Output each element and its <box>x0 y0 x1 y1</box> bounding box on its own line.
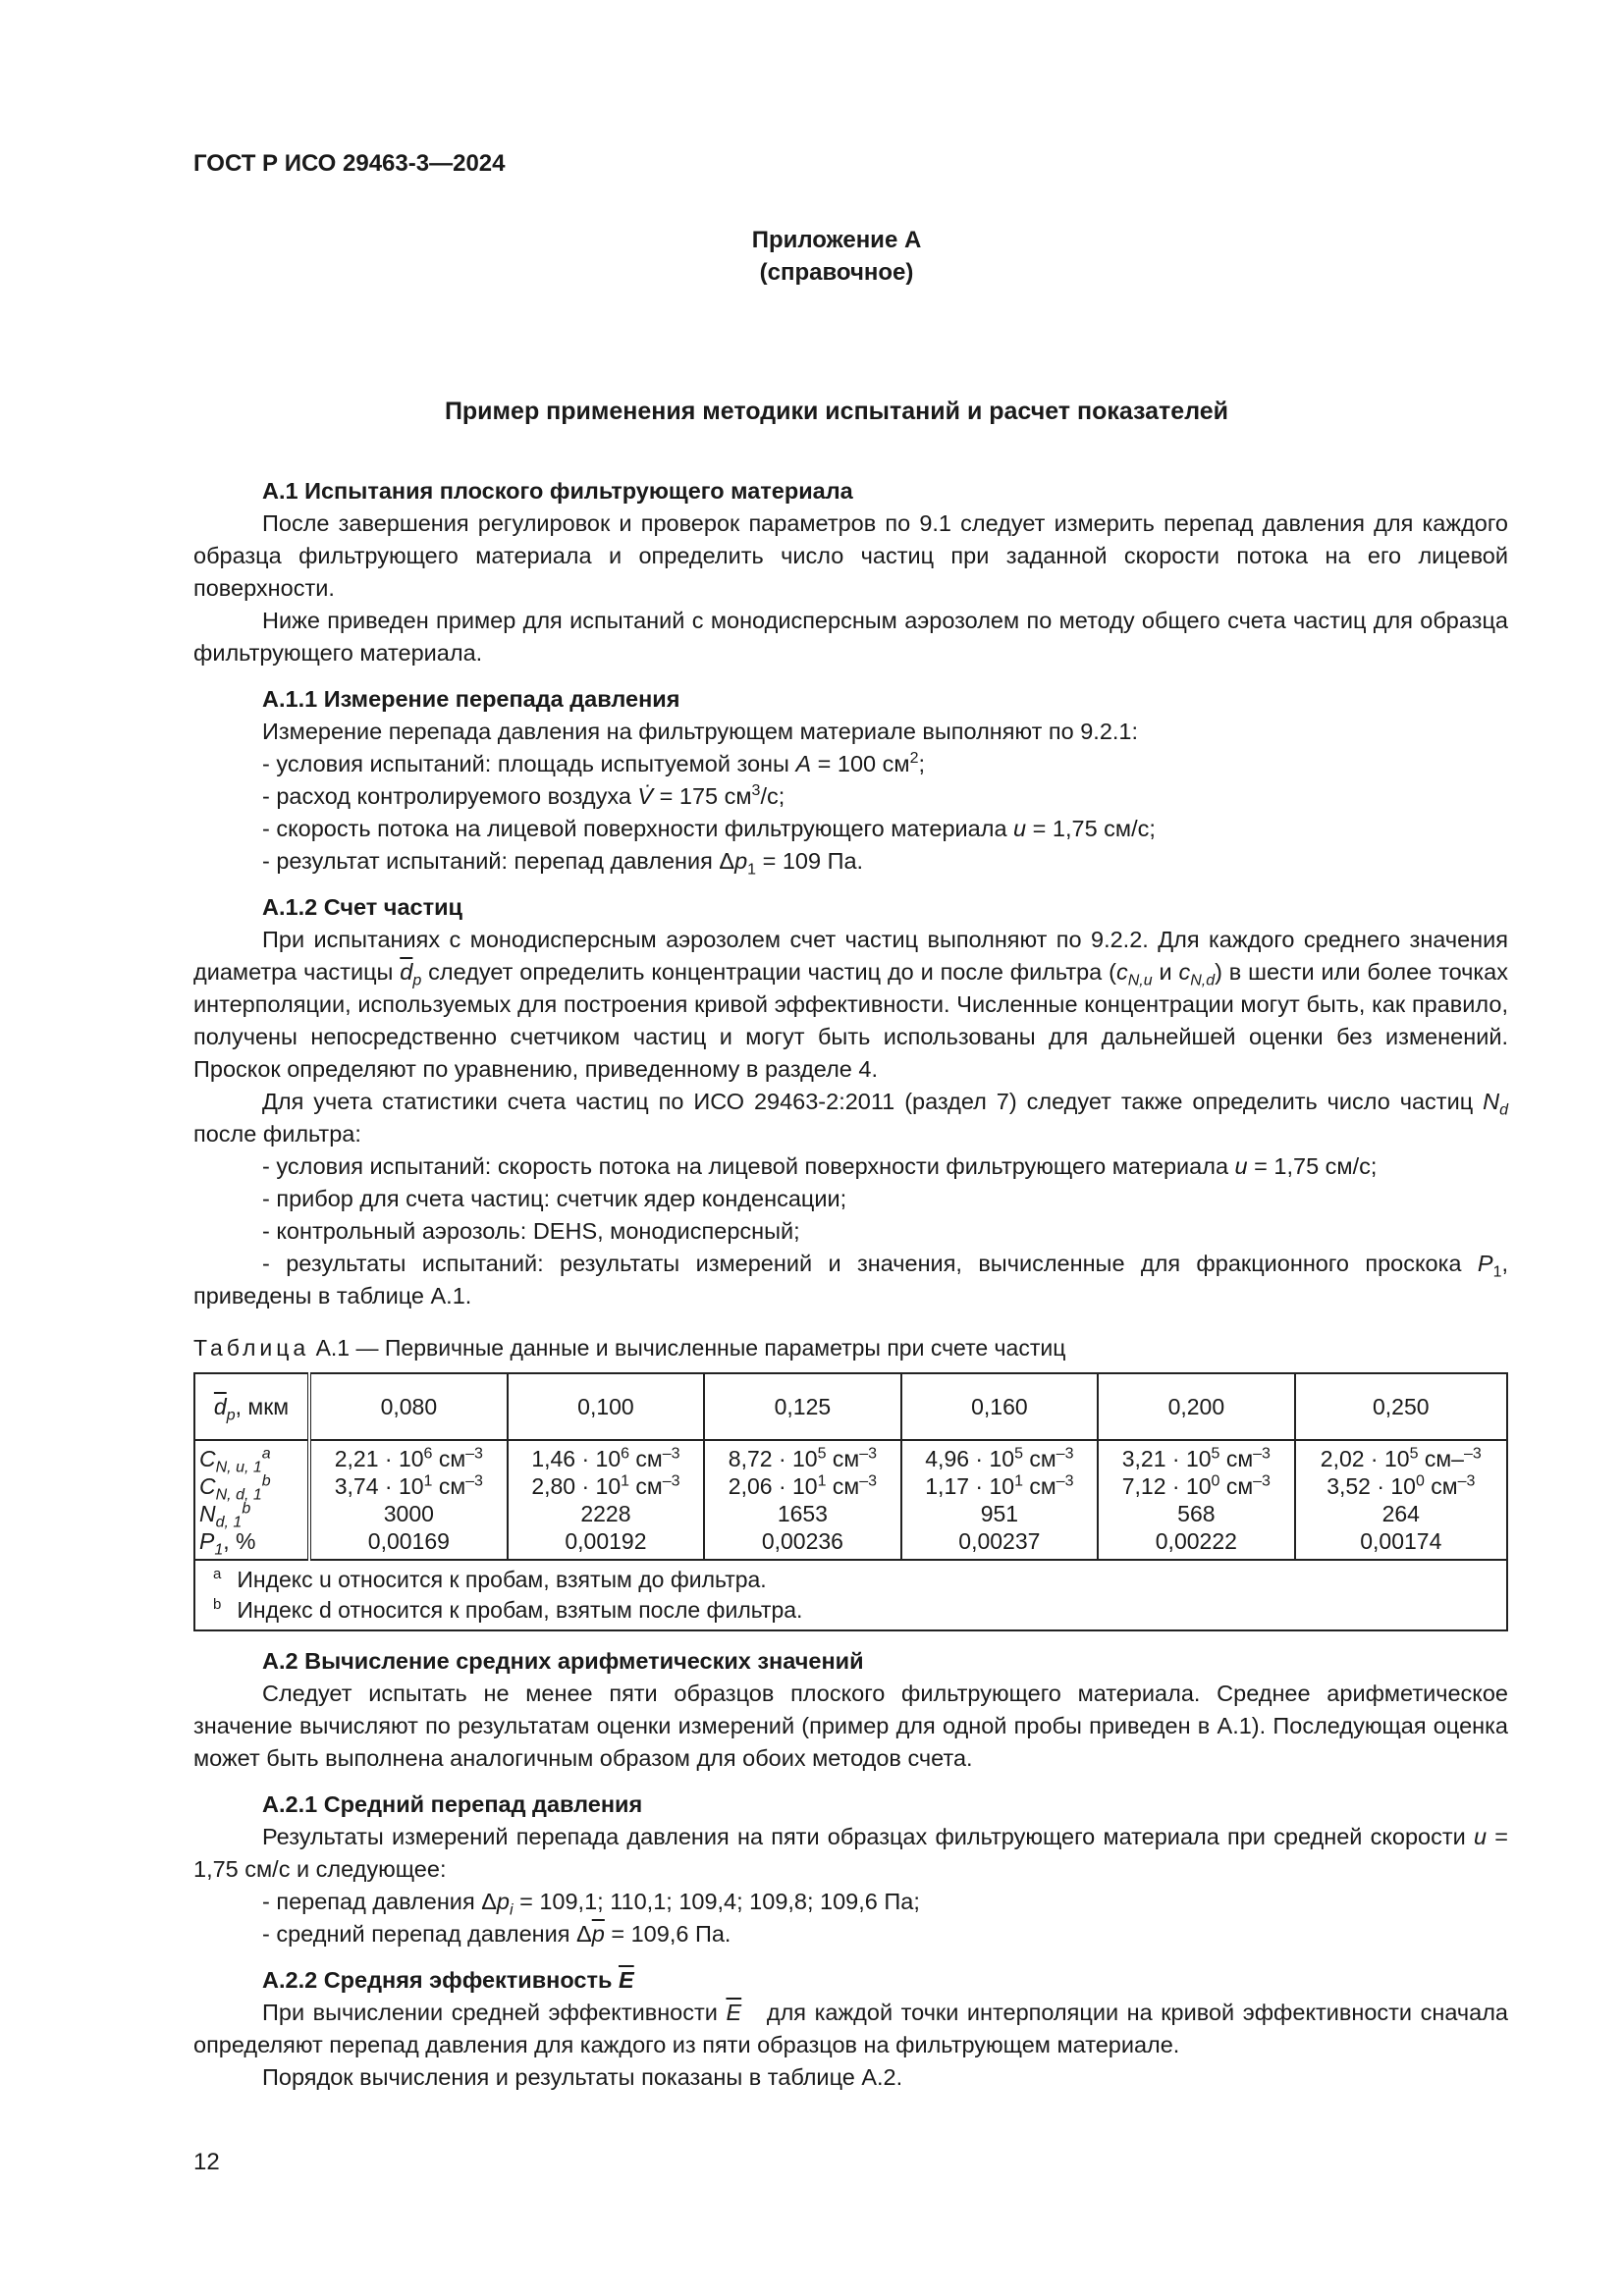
annex-subtitle: (справочное) <box>759 259 914 286</box>
table-cell: $8,72 \cdot 10^5$ $см^{-3}$ $2,06 \cdot 10^1$ $см^{-3}$ 1653 0,00236 <box>704 1440 900 1560</box>
document-body <box>193 475 1508 2094</box>
section-a22-paragraph: Порядок вычисления и результаты показаны в таблице А.2. <box>262 2064 903 2090</box>
bullet-item: - контрольный аэрозоль: DEHS, монодисперсный; <box>262 1218 800 1244</box>
footnote-b: $^b$ Индекс d относится к пробам, взятым после фильтра. <box>213 1596 803 1623</box>
section-a21-paragraph: Результаты измерений перепада давления на пяти образцах фильтрующего материала при средней скорости u = 1,75 см/с и следующее: <box>193 1824 1509 1882</box>
header-diameter: $\overline{d}_p$, мкм <box>194 1373 309 1440</box>
section-a22-heading: А.2.2 Средняя эффективность $\overline{E}$ <box>262 1967 634 1993</box>
bullet-item: - результат испытаний: перепад давления $\Delta p_1 = 109$ Па. <box>262 848 864 879</box>
table-header-row <box>194 1373 1507 1440</box>
header-cell: 0,160 <box>901 1373 1098 1440</box>
table-cell: $4,96 \cdot 10^5$ $см^{-3}$ $1,17 \cdot 10^1$ $см^{-3}$ 951 0,00237 <box>901 1440 1098 1560</box>
table-cell: $2,21 \cdot 10^6$ $см^{-3}$ $3,74 \cdot 10^1$ $см^{-3}$ 3000 0,00169 <box>309 1440 508 1560</box>
bullet-item: - прибор для счета частиц: счетчик ядер конденсации; <box>262 1186 847 1211</box>
bullet-item: - расход контролируемого воздуха V̇ = 175 $см^3/с$; <box>262 782 785 809</box>
table-caption: Таблица А.1 — Первичные данные и вычисленные параметры при счете частиц <box>193 1335 1066 1361</box>
header-cell: 0,250 <box>1295 1373 1507 1440</box>
header-cell: 0,080 <box>309 1373 508 1440</box>
header-cell: 0,125 <box>704 1373 900 1440</box>
annex-main-title: Пример применения методики испытаний и расчет показателей <box>444 398 1229 425</box>
section-a12-paragraph: При испытаниях с монодисперсным аэрозолем счет частиц выполняют по 9.2.2. Для каждого среднего значения диаметра частицы $\overline{d}_p$ следует определить концентрации частиц до и после фильтра ($c_{N,u}$ и $c_{N,d}$) в шести или более точках интерполяции, используемых для построения кривой эффективности. Численные концентрации могут быть, как правило, получены непосредственно счетчиком частиц и могут быть использованы для дальнейшей оценки без изменений. Проскок определяют по уравнению, приведенному в разделе 4. <box>193 927 1509 1082</box>
bullet-item: - результаты испытаний: результаты измерений и значения, вычисленные для фракционного проскока $P_1$, приведены в таблице А.1. <box>193 1251 1508 1308</box>
particle-count-table <box>193 1372 1508 1631</box>
header-cell: 0,200 <box>1098 1373 1294 1440</box>
standard-code: ГОСТ Р ИСО 29463-3—2024 <box>193 150 506 177</box>
section-a1-heading: А.1 Испытания плоского фильтрующего материала <box>262 478 853 504</box>
table-cell: $1,46 \cdot 10^6$ $см^{-3}$ $2,80 \cdot 10^1$ $см^{-3}$ 2228 0,00192 <box>508 1440 704 1560</box>
section-a1-paragraph: Ниже приведен пример для испытаний с монодисперсным аэрозолем по методу общего счета частиц для образца фильтрующего материала. <box>193 608 1508 666</box>
page-number: 12 <box>193 2149 220 2175</box>
table-footnotes <box>194 1560 1507 1630</box>
table-cell: $2,02 \cdot 10^5$ см–$^{-3}$ $3,52 \cdot 10^0$ $см^{-3}$ 264 0,00174 <box>1295 1440 1507 1560</box>
bullet-item: - условия испытаний: площадь испытуемой зоны A = 100 $см^2$; <box>262 750 926 776</box>
section-a12-heading: А.1.2 Счет частиц <box>262 894 462 920</box>
section-a21-heading: А.2.1 Средний перепад давления <box>262 1791 643 1817</box>
bullet-item: - перепад давления $\Delta p_i = 109,1$; 110,1; 109,4; 109,8; 109,6 Па; <box>262 1889 920 1919</box>
bullet-item: - условия испытаний: скорость потока на лицевой поверхности фильтрующего материала u = 1,75 см/с; <box>262 1153 1378 1179</box>
table-data-row <box>194 1440 1507 1560</box>
section-a22-paragraph: При вычислении средней эффективности $\overline{E}$ для каждой точки интерполяции на кривой эффективности сначала определяют перепад давления для каждого из пяти образцов на фильтрующем материале. <box>193 2000 1509 2057</box>
row-labels: $C_{N, u, 1}^a$ $C_{N, d, 1}^b$ $N_{d, 1}^b$ $P_1$, % <box>194 1440 309 1560</box>
table-footnote-row <box>194 1560 1507 1630</box>
section-a12-paragraph: Для учета статистики счета частиц по ИСО 29463-2:2011 (раздел 7) следует также определить число частиц $N_d$ после фильтра: <box>193 1089 1508 1147</box>
section-a2-paragraph: Следует испытать не менее пяти образцов плоского фильтрующего материала. Среднее арифметическое значение вычисляют по результатам оценки измерений (пример для одной пробы приведен в А.1). Последующая оценка может быть выполнена аналогичным образом для обоих методов счета. <box>193 1681 1508 1771</box>
annex-title: Приложение А <box>751 227 922 253</box>
header-cell: 0,100 <box>508 1373 704 1440</box>
annex-heading <box>0 224 1624 289</box>
bullet-item: - средний перепад давления $\Delta\overline{p} = 109,6$ Па. <box>262 1921 731 1947</box>
bullet-item: - скорость потока на лицевой поверхности фильтрующего материала u = 1,75 см/с; <box>262 816 1156 841</box>
section-a11-intro: Измерение перепада давления на фильтрующем материале выполняют по 9.2.1: <box>262 719 1139 744</box>
section-a2-heading: А.2 Вычисление средних арифметических значений <box>262 1648 864 1674</box>
footnote-a: $^a$ Индекс u относится к пробам, взятым до фильтра. <box>213 1566 767 1592</box>
section-a11-heading: А.1.1 Измерение перепада давления <box>262 686 680 712</box>
table-cell: $3,21 \cdot 10^5$ $см^{-3}$ $7,12 \cdot 10^0$ $см^{-3}$ 568 0,00222 <box>1098 1440 1294 1560</box>
section-a1-paragraph: После завершения регулировок и проверок параметров по 9.1 следует измерить перепад давления для каждого образца фильтрующего материала и определить число частиц при заданной скорости потока на его лицевой поверхности. <box>193 510 1508 601</box>
